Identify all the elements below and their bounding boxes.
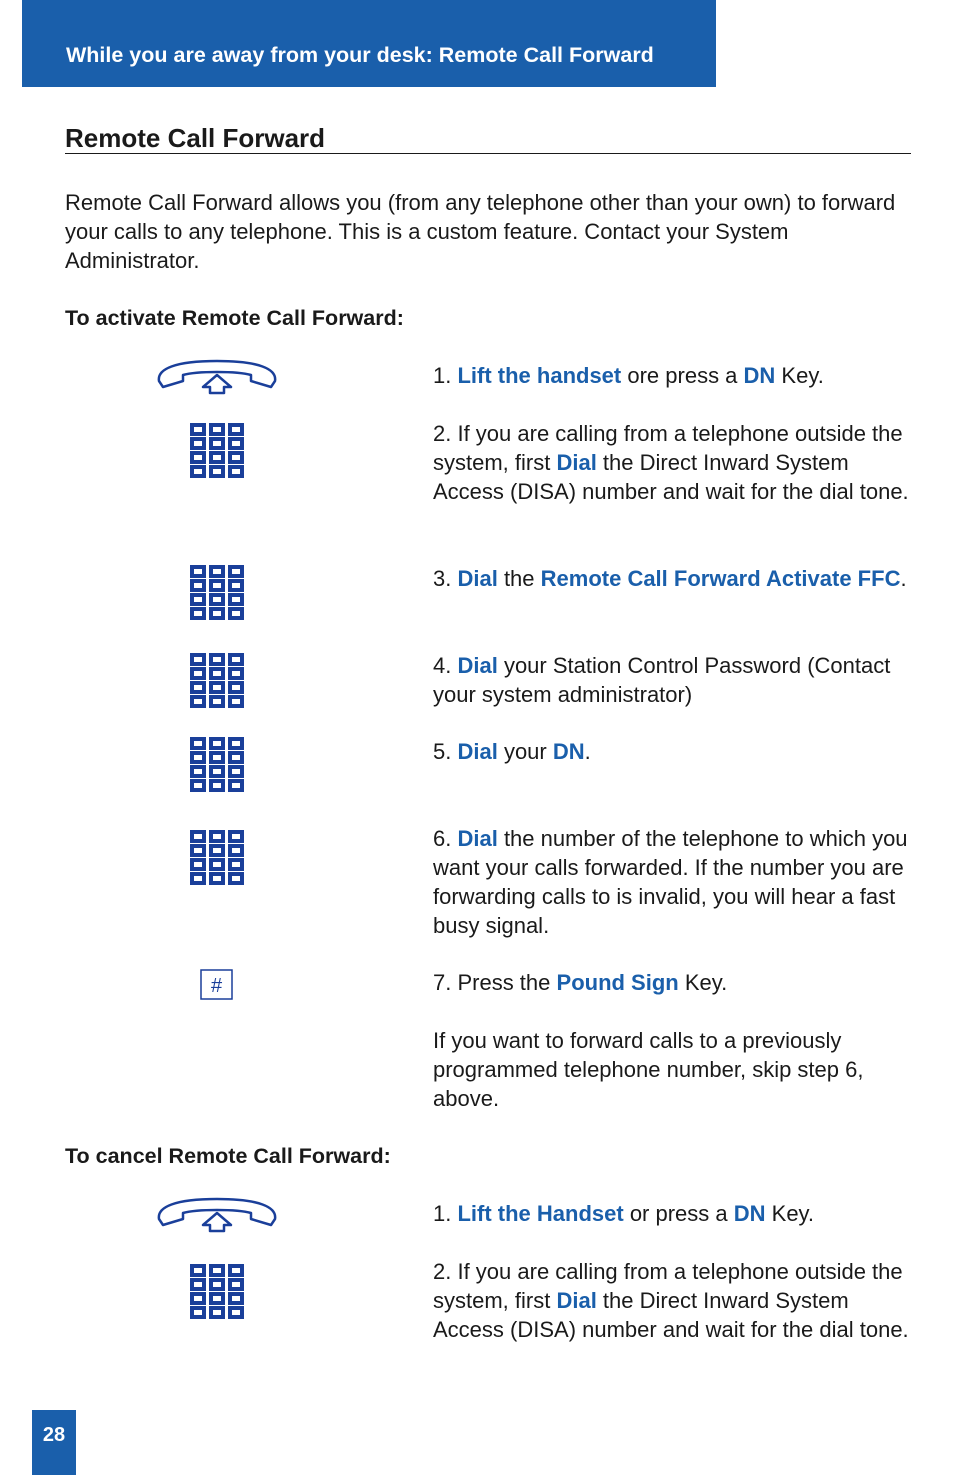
activate-step-7 [433, 968, 913, 997]
step-text: the [497, 566, 541, 591]
header-bar [22, 0, 716, 87]
step-keyword: DN [743, 363, 776, 388]
step-text: the number of the telephone to which you want your calls forwarded. If the number you are forwarding calls to is invalid, you will hear a fast busy signal. [433, 826, 908, 938]
pound-key-icon [200, 969, 233, 1000]
activate-step-1 [433, 361, 913, 390]
step-text: 7. Press the [433, 970, 557, 995]
activate-step-2 [433, 419, 913, 506]
step-text: your [497, 739, 553, 764]
activate-step-6 [433, 824, 913, 940]
activate-step-5 [433, 737, 913, 766]
page-number-tab [32, 1410, 76, 1475]
header-title: While you are away from your desk: Remote Call Forward [66, 43, 654, 67]
step-text: ore press a [621, 363, 744, 388]
title-rule [65, 153, 911, 154]
step-text: . [584, 739, 591, 764]
keypad-icon [189, 652, 245, 708]
step-number: 1. [433, 363, 458, 388]
step-number: 1. [433, 1201, 458, 1226]
activate-heading: To activate Remote Call Forward: [65, 306, 404, 330]
keypad-icon [189, 564, 245, 620]
activate-note: If you want to forward calls to a previously programmed telephone number, skip step 6, above. [433, 1028, 864, 1111]
step-action: Dial [457, 739, 498, 764]
step-keyword: Remote Call Forward Activate FFC [540, 566, 901, 591]
step-text: the Direct Inward System Access (DISA) number and wait for the dial tone. [433, 450, 909, 504]
step-text: the Direct Inward System Access (DISA) number and wait for the dial tone. [433, 1288, 909, 1342]
step-action: Dial [556, 450, 597, 475]
keypad-icon [189, 422, 245, 478]
step-text: . [900, 566, 907, 591]
step-keyword: DN [552, 739, 585, 764]
step-number: 2. [433, 421, 458, 446]
page-number: 28 [42, 1424, 66, 1446]
step-text: or press a [623, 1201, 734, 1226]
step-action: Dial [457, 826, 498, 851]
intro-paragraph: Remote Call Forward allows you (from any telephone other than your own) to forward your calls to any telephone. This is a custom feature. Contact your System Administrator. [65, 190, 896, 273]
keypad-icon [189, 736, 245, 792]
step-text: Key. [765, 1201, 815, 1226]
keypad-icon [189, 1263, 245, 1319]
activate-step-4 [433, 651, 913, 709]
pound-key-label: # [211, 975, 223, 997]
handset-icon [155, 357, 279, 395]
step-keyword: Pound Sign [556, 970, 679, 995]
step-number: 5. [433, 739, 458, 764]
step-action: Dial [556, 1288, 597, 1313]
cancel-step-1 [433, 1199, 913, 1228]
step-text: Key. [678, 970, 728, 995]
handset-icon [155, 1195, 279, 1233]
activate-step-3 [433, 564, 913, 593]
step-action: Dial [457, 566, 498, 591]
step-text: Key. [775, 363, 824, 388]
cancel-step-2 [433, 1257, 913, 1344]
step-action: Lift the handset [457, 363, 622, 388]
step-keyword: DN [733, 1201, 766, 1226]
step-number: 6. [433, 826, 458, 851]
step-number: 2. [433, 1259, 458, 1284]
step-text: If you are calling from a telephone outside the system, first [433, 1259, 903, 1313]
step-number: 3. [433, 566, 458, 591]
keypad-icon [189, 829, 245, 885]
cancel-heading: To cancel Remote Call Forward: [65, 1144, 391, 1168]
step-text: If you are calling from a telephone outside the system, first [433, 421, 903, 475]
step-text: your Station Control Password (Contact your system administrator) [433, 653, 891, 707]
step-action: Dial [457, 653, 498, 678]
section-title: Remote Call Forward [65, 123, 326, 153]
step-number: 4. [433, 653, 458, 678]
step-action: Lift the Handset [457, 1201, 624, 1226]
